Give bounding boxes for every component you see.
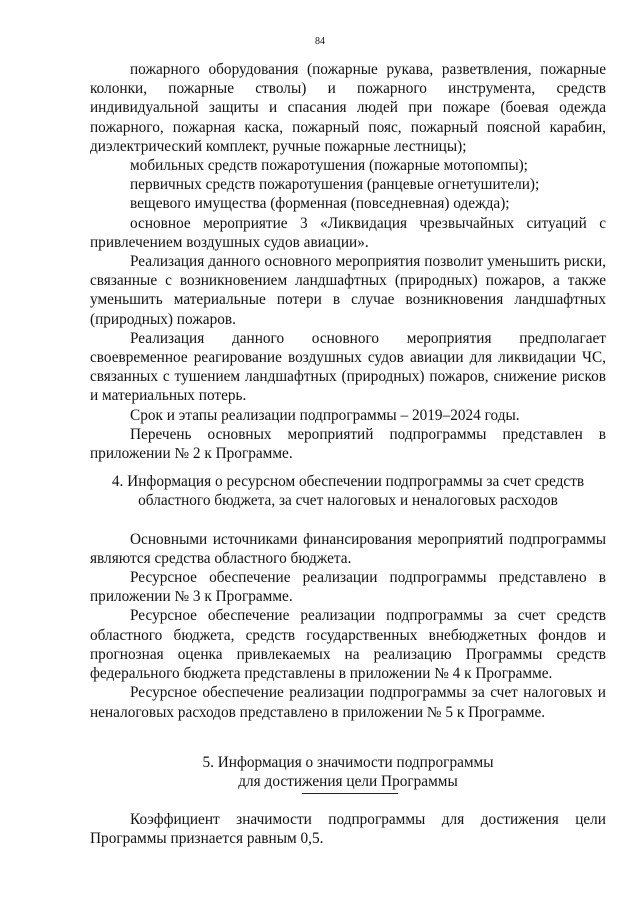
paragraph-primary-means: первичных средств пожаротушения (ранцевые огнетушители);: [130, 176, 540, 194]
closing-separator-line: [302, 793, 398, 794]
paragraph-measure-response: Реализация данного основного мероприятия предполагает своевременное реагирование воздушных судов авиации для ликвидации ЧС, связанных с тушением ландшафтных (природных) пожаров, снижение рисков и материальных потерь.: [90, 329, 606, 405]
paragraph-fire-equipment: пожарного оборудования (пожарные рукава, разветвления, пожарные колонки, пожарные стволы) и пожарного инструмента, средств индивидуальной защиты и спасания людей при пожаре (боевая одежда пожарного, пожарная каска, пожарный пояс, пожарный поясной карабин, диэлектрический комплект, ручные пожарные лестницы);: [90, 61, 606, 155]
paragraph-main-measure-3: основное мероприятие 3 «Ликвидация чрезвычайных ситуаций с привлечением воздушных судов авиации».: [90, 214, 606, 251]
paragraph-mobile-means: мобильных средств пожаротушения (пожарные мотопомпы);: [130, 157, 528, 175]
paragraph-funding-sources: Основными источниками финансирования мероприятий подпрограммы являются средства областного бюджета.: [90, 530, 606, 567]
page-body: [90, 60, 606, 849]
paragraph-significance-coefficient: Коэффициент значимости подпрограммы для достижения цели Программы признается равным 0,5.: [90, 811, 606, 848]
paragraph-appendix-5: Ресурсное обеспечение реализации подпрограммы за счет налоговых и неналоговых расходов представлено в приложении № 5 к Программе.: [90, 684, 606, 721]
section-heading-4-line-2: областного бюджета, за счет налоговых и неналоговых расходов: [138, 492, 558, 510]
paragraph-appendix-3: Ресурсное обеспечение реализации подпрограммы представлено в приложении № 3 к Программе.: [90, 569, 606, 606]
section-heading-5-line-2: для достижения цели Программы: [238, 772, 458, 790]
paragraph-terms: Срок и этапы реализации подпрограммы – 2019–2024 годы.: [130, 406, 520, 424]
page-number: 84: [315, 36, 325, 47]
paragraph-list-reference: Перечень основных мероприятий подпрограммы представлен в приложении № 2 к Программе.: [90, 425, 606, 463]
section-heading-5: [90, 753, 606, 791]
paragraph-appendix-4: Ресурсное обеспечение реализации подпрограммы за счет средств областного бюджета, средств государственных внебюджетных фондов и прогнозная оценка привлекаемых на реализацию Программы средств федерального бюджета представлены в приложении № 4 к Программе.: [90, 607, 606, 683]
section-heading-4-line-1: 4. Информация о ресурсном обеспечении подпрограммы за счет средств: [111, 473, 585, 491]
section-heading-4: [90, 472, 606, 510]
section-heading-5-line-1: 5. Информация о значимости подпрограммы: [202, 753, 494, 771]
paragraph-clothing: вещевого имущества (форменная (повседневная) одежда);: [130, 195, 510, 213]
paragraph-measure-risks: Реализация данного основного мероприятия позволит уменьшить риски, связанные с возникновением ландшафтных (природных) пожаров, а также уменьшить материальные потери в случае возникновения ландшафтных (природных) пожаров.: [90, 253, 606, 328]
